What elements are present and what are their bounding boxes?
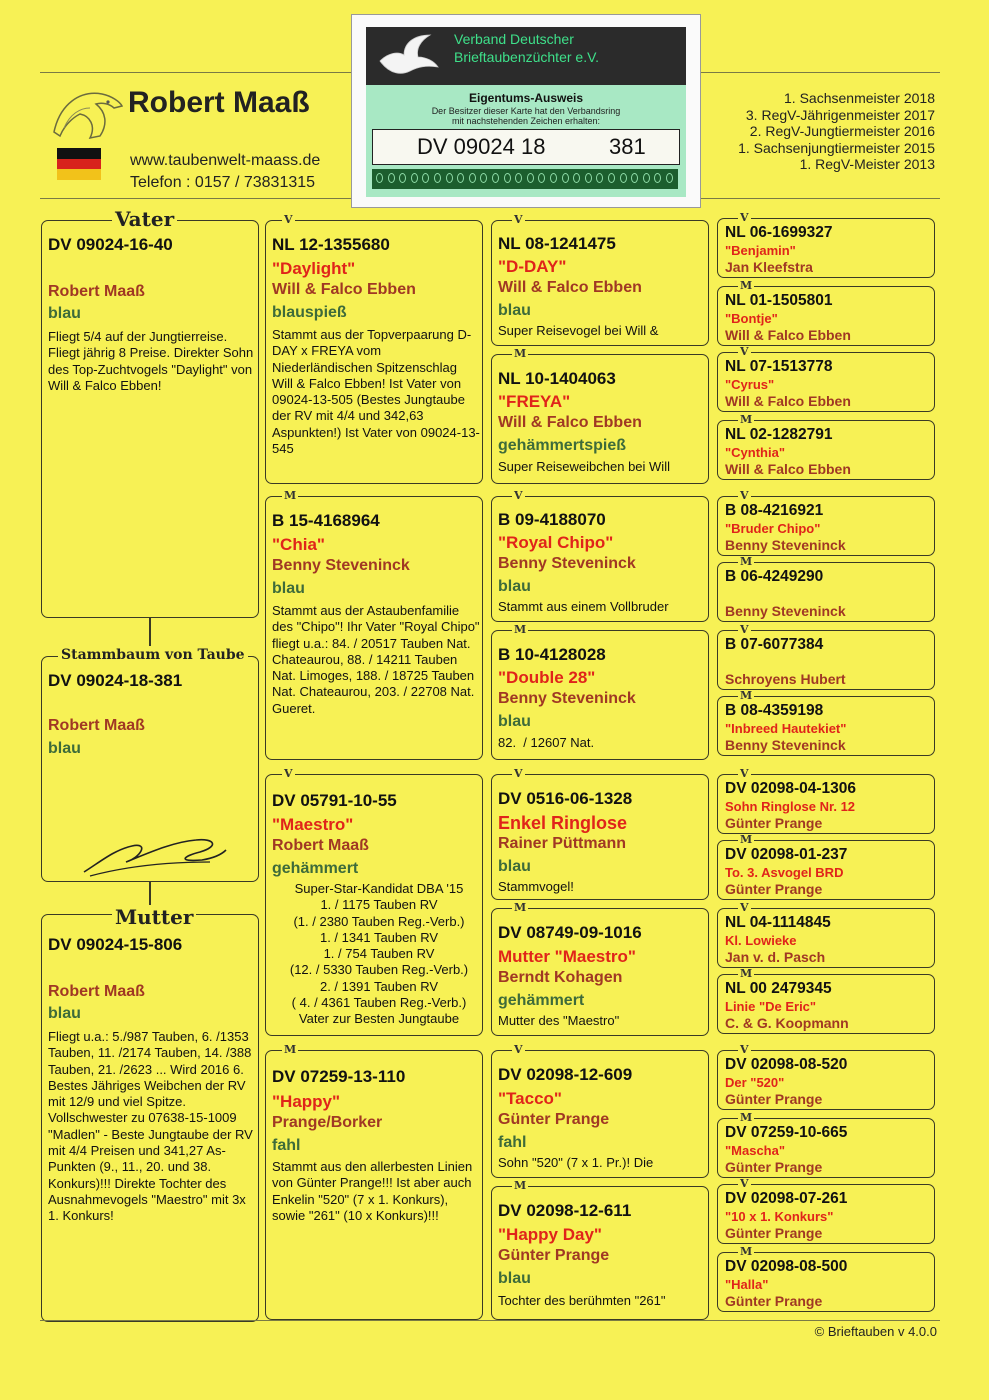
- gggp-name: "Halla": [725, 1277, 769, 1292]
- ggp-breeder: Benny Steveninck: [498, 690, 636, 707]
- sex-marker: V: [514, 1043, 523, 1056]
- ggp-color: blau: [498, 302, 531, 319]
- gggp-breeder: Will & Falco Ebben: [725, 461, 851, 477]
- card-association: Verband Deutscher: [454, 31, 574, 47]
- gggparent-box: [717, 286, 935, 346]
- ggp-color: blau: [498, 858, 531, 875]
- gggp-name: "Bontje": [725, 311, 778, 326]
- ggp-breeder: Rainer Püttmann: [498, 835, 627, 852]
- card-pattern-mark: [411, 173, 418, 183]
- ownership-card: [351, 14, 701, 208]
- gp-name: "Maestro": [272, 815, 354, 834]
- ggp-text: Sohn "520" (7 x 1. Pr.)! Die: [498, 1155, 654, 1170]
- vater-breeder: Robert Maaß: [48, 283, 145, 300]
- website[interactable]: www.taubenwelt-maass.de: [130, 152, 321, 169]
- gggp-ring: DV 07259-10-665: [725, 1124, 848, 1141]
- card-pattern-mark: [388, 173, 395, 183]
- card-pattern-band: [372, 169, 678, 189]
- sex-marker: V: [740, 345, 749, 358]
- sex-marker: V: [740, 211, 749, 224]
- subject-breeder: Robert Maaß: [48, 717, 145, 734]
- card-pattern-mark: [538, 173, 545, 183]
- gggparent-box: [717, 420, 935, 480]
- gggp-name: Sohn Ringlose Nr. 12: [725, 799, 856, 814]
- sex-marker: M: [740, 1245, 753, 1258]
- gggp-name: "Cynthia": [725, 445, 785, 460]
- card-ring-suffix: 381: [609, 134, 646, 159]
- gp-text-line: 2. / 1391 Tauben RV: [319, 978, 439, 994]
- gggp-name: "Bruder Chipo": [725, 521, 821, 536]
- ggp-text: 82. / 12607 Nat.: [498, 735, 595, 750]
- card-title: Eigentums-Ausweis: [468, 91, 584, 105]
- gggp-name: To. 3. Asvogel BRD: [725, 865, 844, 880]
- gggp-name: Kl. Lowieke: [725, 933, 797, 948]
- gggparent-box: [717, 840, 935, 900]
- gggparent-box: [717, 630, 935, 690]
- gggparent-box: [717, 562, 935, 622]
- grandparent-box: [265, 1050, 483, 1320]
- mutter-box: [41, 914, 259, 1322]
- gp-ring: DV 05791-10-55: [272, 791, 397, 810]
- sex-marker: V: [740, 901, 749, 914]
- gp-breeder: Robert Maaß: [272, 837, 369, 854]
- ggp-name: "Double 28": [498, 668, 596, 687]
- signature: [80, 832, 230, 882]
- gp-color: gehämmert: [272, 860, 359, 877]
- pigeon-logo-icon: [50, 84, 124, 142]
- breeder-name: Robert Maaß: [128, 86, 310, 119]
- ggp-color: blau: [498, 578, 531, 595]
- footer-rule: [40, 1320, 940, 1321]
- gp-breeder: Will & Falco Ebben: [272, 281, 416, 298]
- card-pattern-mark: [422, 173, 429, 183]
- card-pattern-mark: [504, 173, 511, 183]
- card-pattern-mark: [515, 173, 522, 183]
- ggp-color: gehämmertspieß: [498, 437, 627, 454]
- gggp-ring: DV 02098-07-261: [725, 1190, 848, 1207]
- card-text: Der Besitzer dieser Karte hat den Verbandsring: [431, 106, 621, 116]
- sex-marker: V: [284, 767, 293, 780]
- ggparent-box: [491, 354, 709, 484]
- gggp-breeder: Benny Steveninck: [725, 537, 846, 553]
- sex-marker: M: [284, 1043, 297, 1056]
- gggp-breeder: Benny Steveninck: [725, 603, 846, 619]
- card-pattern-mark: [492, 173, 499, 183]
- gp-name: "Chia": [272, 535, 325, 554]
- card-text: mit nachstehenden Zeichen erhalten:: [451, 116, 601, 126]
- ggp-breeder: Berndt Kohagen: [498, 969, 623, 986]
- gp-text-line: 1. / 1341 Tauben RV: [319, 929, 439, 945]
- phone: Telefon : 0157 / 73831315: [130, 174, 316, 191]
- gp-text-line: ( 4. / 4361 Tauben Reg.-Verb.): [291, 995, 467, 1011]
- gggp-ring: DV 02098-04-1306: [725, 780, 856, 797]
- gp-ring: NL 12-1355680: [272, 235, 390, 254]
- ggparent-box: [491, 1050, 709, 1178]
- ggparent-box: [491, 630, 709, 760]
- card-pattern-mark: [596, 173, 603, 183]
- ggp-text: Super Reiseweibchen bei Will: [498, 459, 670, 474]
- mutter-label: Mutter: [112, 905, 196, 929]
- gggparent-box: [717, 908, 935, 968]
- ggp-ring: NL 08-1241475: [498, 234, 616, 253]
- grandparent-box: [265, 774, 483, 1036]
- gp-text-lines: [276, 881, 482, 1028]
- sex-marker: M: [740, 1111, 753, 1124]
- gggp-breeder: Günter Prange: [725, 1293, 823, 1309]
- card-pattern-mark: [573, 173, 580, 183]
- gggp-name: Linie "De Eric": [725, 999, 817, 1014]
- sex-marker: M: [514, 347, 527, 360]
- ggparent-box: [491, 496, 709, 622]
- card-ring-number: [372, 129, 680, 165]
- card-pattern-mark: [434, 173, 441, 183]
- vater-text: Fliegt 5/4 auf der Jungtierreise. Fliegt jährig 8 Preise. Direkter Sohn des Top-Zuchtvogels "Daylight" von Will & Falco Ebben!: [48, 329, 254, 393]
- ggp-name: Enkel Ringlose: [498, 813, 628, 833]
- title-line: 3. RegV-Jährigenmeister 2017: [745, 106, 935, 123]
- gggp-breeder: Benny Steveninck: [725, 737, 846, 753]
- ggp-breeder: Benny Steveninck: [498, 555, 636, 572]
- ggp-text: Tochter des berühmten "261": [498, 1293, 666, 1308]
- gggp-breeder: Günter Prange: [725, 1225, 823, 1241]
- gggparent-box: [717, 1050, 935, 1110]
- sex-marker: V: [514, 489, 523, 502]
- gggp-ring: B 07-6077384: [725, 636, 824, 653]
- card-pattern-mark: [654, 173, 661, 183]
- gggp-ring: NL 02-1282791: [725, 426, 833, 443]
- ggp-ring: DV 02098-12-609: [498, 1065, 633, 1084]
- title-line: 2. RegV-Jungtiermeister 2016: [749, 123, 935, 139]
- card-pattern-mark: [666, 173, 673, 183]
- gggp-ring: NL 06-1699327: [725, 224, 833, 241]
- ggp-ring: B 10-4128028: [498, 645, 606, 664]
- gggp-breeder: Günter Prange: [725, 815, 823, 831]
- card-pattern-mark: [620, 173, 627, 183]
- gp-color: blau: [272, 580, 305, 597]
- card-pattern-mark: [608, 173, 615, 183]
- ggp-breeder: Will & Falco Ebben: [498, 414, 642, 431]
- sex-marker: M: [740, 967, 753, 980]
- pedigree-title-label: Stammbaum von Taube: [58, 646, 248, 664]
- ggp-name: "D-DAY": [498, 257, 567, 276]
- vater-label: Vater: [112, 207, 177, 231]
- ggp-ring: B 09-4188070: [498, 510, 606, 529]
- mutter-text: Fliegt u.a.: 5./987 Tauben, 6. /1353 Tauben, 11. /2174 Tauben, 14. /388 Tauben, 21. /2623 ... Wird 2016 6. Bestes Jähriges Weibchen der RV mit 12/9 und viel Spitze. Vollschwester zu 07638-15-1009 "Madlen" - Beste Jungtaube der RV mit 4/4 Preisen und 341,27 As-Punkten (9., 11., 20. und 38. Konkurs)!!! Direkte Tochter des Ausnahmevogels "Maestro" mit 3x 1. Konkurs!: [48, 1029, 253, 1224]
- title-line: 1. RegV-Meister 2013: [799, 156, 935, 172]
- gggp-ring: DV 02098-08-500: [725, 1258, 848, 1275]
- sex-marker: M: [514, 901, 527, 914]
- vater-box: [41, 220, 259, 618]
- gp-text-line: Super-Star-Kandidat DBA '15: [294, 881, 464, 896]
- gggparent-box: [717, 696, 935, 756]
- card-pattern-mark: [457, 173, 464, 183]
- ggp-color: blau: [498, 713, 531, 730]
- sex-marker: V: [514, 767, 523, 780]
- card-pattern-mark: [399, 173, 406, 183]
- german-flag-icon: [57, 148, 101, 180]
- grandparent-box: [265, 220, 483, 484]
- mutter-ring: DV 09024-15-806: [48, 935, 183, 954]
- card-body: [366, 85, 686, 197]
- gp-ring: B 15-4168964: [272, 511, 380, 530]
- card-pattern-mark: [469, 173, 476, 183]
- sex-marker: M: [284, 489, 297, 502]
- gggparent-box: [717, 218, 935, 278]
- ggp-color: blau: [498, 1270, 531, 1287]
- vater-color: blau: [48, 305, 81, 322]
- gggp-name: "Inbreed Hautekiet": [725, 721, 847, 736]
- gp-text-line: Vater zur Besten Jungtaube: [298, 1011, 460, 1027]
- gggp-breeder: Günter Prange: [725, 1091, 823, 1107]
- gggparent-box: [717, 352, 935, 412]
- gggp-breeder: Günter Prange: [725, 1159, 823, 1175]
- sex-marker: V: [740, 1043, 749, 1056]
- sex-marker: M: [740, 555, 753, 568]
- footer-copyright: © Brieftauben v 4.0.0: [814, 1324, 937, 1339]
- gp-text: Stammt aus der Astaubenfamilie des "Chipo"! Ihr Vater "Royal Chipo" fliegt u.a.: 84. / 20517 Tauben Nat. Chateaurou, 88. / 14211 Tauben Nat. Limoges, 188. / 18725 Tauben Nat. Chateaurou, 203. / 22708 Nat. Gueret.: [272, 603, 480, 716]
- vater-ring: DV 09024-16-40: [48, 235, 173, 254]
- title-line: 1. Sachsenjungtiermeister 2015: [738, 139, 935, 156]
- gggp-name: Der "520": [725, 1075, 785, 1090]
- card-pattern-mark: [631, 173, 638, 183]
- gggparent-box: [717, 1118, 935, 1178]
- gggp-ring: NL 01-1505801: [725, 292, 833, 309]
- ggp-name: Mutter "Maestro": [498, 947, 636, 966]
- card-pattern-mark: [643, 173, 650, 183]
- ggparent-box: [491, 774, 709, 900]
- gggp-ring: B 08-4216921: [725, 502, 824, 519]
- ggparent-box: [491, 908, 709, 1036]
- ggp-name: "FREYA": [498, 392, 571, 411]
- gp-color: fahl: [272, 1137, 301, 1154]
- gggp-breeder: C. & G. Koopmann: [725, 1015, 849, 1031]
- sex-marker: V: [740, 623, 749, 636]
- card-pattern-mark: [527, 173, 534, 183]
- ggp-ring: DV 0516-06-1328: [498, 789, 633, 808]
- gggp-breeder: Günter Prange: [725, 881, 823, 897]
- ggp-name: "Royal Chipo": [498, 533, 614, 552]
- gggp-name: "Cyrus": [725, 377, 775, 392]
- ggp-name: "Tacco": [498, 1089, 562, 1108]
- gp-name: "Daylight": [272, 259, 356, 278]
- title-line: 1. Sachsenmeister 2018: [784, 90, 935, 106]
- gggp-breeder: Jan v. d. Pasch: [725, 949, 826, 965]
- gggparent-box: [717, 774, 935, 834]
- sex-marker: M: [740, 689, 753, 702]
- gggparent-box: [717, 974, 935, 1034]
- gggp-breeder: Schroyens Hubert: [725, 671, 846, 687]
- gggp-ring: NL 04-1114845: [725, 914, 831, 931]
- sex-marker: M: [514, 623, 527, 636]
- sex-marker: M: [740, 833, 753, 846]
- sex-marker: V: [740, 489, 749, 502]
- card-pattern-mark: [480, 173, 487, 183]
- dove-icon: [374, 31, 442, 81]
- gggp-breeder: Jan Kleefstra: [725, 259, 813, 275]
- ggp-text: Stammt aus einem Vollbruder: [498, 599, 669, 614]
- sex-marker: V: [284, 213, 293, 226]
- card-header: [366, 27, 686, 85]
- ggp-ring: DV 08749-09-1016: [498, 923, 642, 942]
- ggp-ring: NL 10-1404063: [498, 369, 616, 388]
- mutter-color: blau: [48, 1005, 81, 1022]
- gggp-ring: B 08-4359198: [725, 702, 824, 719]
- gggp-name: "Benjamin": [725, 243, 796, 258]
- gggp-breeder: Will & Falco Ebben: [725, 327, 851, 343]
- gggparent-box: [717, 496, 935, 556]
- grandparent-box: [265, 496, 483, 760]
- ggp-text: Mutter des "Maestro": [498, 1013, 620, 1028]
- header-rule: [40, 72, 352, 73]
- card-ring-main: DV 09024 18: [417, 134, 546, 159]
- sex-marker: M: [740, 279, 753, 292]
- gp-text-line: (1. / 2380 Tauben Reg.-Verb.): [293, 913, 465, 929]
- gggp-ring: NL 00 2479345: [725, 980, 832, 997]
- ggp-ring: DV 02098-12-611: [498, 1201, 632, 1220]
- sex-marker: V: [740, 1177, 749, 1190]
- gp-text-line: 1. / 1175 Tauben RV: [320, 897, 438, 913]
- gp-breeder: Prange/Borker: [272, 1114, 383, 1131]
- card-pattern-mark: [550, 173, 557, 183]
- ggp-color: gehämmert: [498, 992, 585, 1009]
- mutter-breeder: Robert Maaß: [48, 983, 145, 1000]
- gggp-ring: NL 07-1513778: [725, 358, 833, 375]
- header-rule-right: [700, 72, 940, 73]
- sex-marker: M: [740, 413, 753, 426]
- ggp-breeder: Günter Prange: [498, 1111, 610, 1128]
- gp-text-line: 1. / 754 Tauben RV: [323, 946, 435, 962]
- sex-marker: M: [514, 1179, 527, 1192]
- ggp-breeder: Günter Prange: [498, 1247, 610, 1264]
- ggp-breeder: Will & Falco Ebben: [498, 279, 642, 296]
- card-pattern-mark: [585, 173, 592, 183]
- ggp-name: "Happy Day": [498, 1225, 602, 1244]
- sex-marker: V: [740, 767, 749, 780]
- gp-text-line: (12. / 5330 Tauben Reg.-Verb.): [289, 962, 469, 978]
- gp-text: Stammt aus den allerbesten Linien von Günter Prange!!! Ist aber auch Enkelin "520" (7 x 1. Konkurs), sowie "261" (10 x Konkurs)!!!: [272, 1159, 473, 1223]
- gp-color: blauspieß: [272, 304, 347, 321]
- card-association-line2: Brieftaubenzüchter e.V.: [454, 49, 600, 65]
- gggparent-box: [717, 1252, 935, 1312]
- card-pattern-mark: [562, 173, 569, 183]
- ggparent-box: [491, 220, 709, 346]
- ggp-text: Stammvogel!: [498, 879, 574, 894]
- ggp-color: fahl: [498, 1134, 527, 1151]
- subject-ring: DV 09024-18-381: [48, 671, 183, 690]
- subject-color: blau: [48, 740, 81, 757]
- gp-name: "Happy": [272, 1092, 341, 1111]
- gp-ring: DV 07259-13-110: [272, 1067, 406, 1086]
- ggp-text: Super Reisevogel bei Will &: [498, 323, 659, 338]
- card-pattern-mark: [446, 173, 453, 183]
- achievement-titles: [738, 90, 935, 173]
- gggp-ring: B 06-4249290: [725, 568, 824, 585]
- gggp-ring: DV 02098-08-520: [725, 1056, 848, 1073]
- gggp-ring: DV 02098-01-237: [725, 846, 848, 863]
- gp-breeder: Benny Steveninck: [272, 557, 410, 574]
- sex-marker: V: [514, 213, 523, 226]
- gp-text: Stammt aus der Topverpaarung D-DAY x FREYA vom Niederländischen Spitzenschlag Will & Falco Ebben! Ist Vater von 09024-13-505 (Bestes Jungtaube der RV mit 4/4 und 342,63 Aspunkten!) Ist Vater von 09024-13-545: [272, 327, 480, 457]
- gggp-name: "Mascha": [725, 1143, 786, 1158]
- gggp-name: "10 x 1. Konkurs": [725, 1209, 834, 1224]
- gggp-breeder: Will & Falco Ebben: [725, 393, 851, 409]
- card-pattern-mark: [376, 173, 383, 183]
- gggparent-box: [717, 1184, 935, 1244]
- ggparent-box: [491, 1186, 709, 1320]
